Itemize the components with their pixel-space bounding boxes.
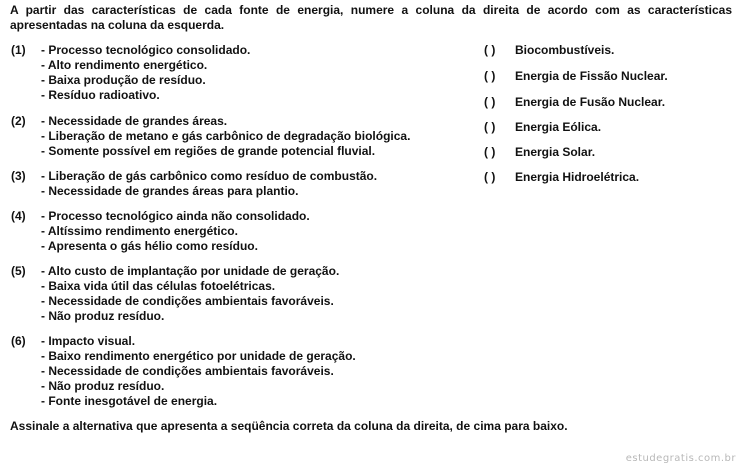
- list-item: - Processo tecnológico ainda não consolidado.: [41, 209, 310, 223]
- blank-parenthesis: ( ): [484, 170, 496, 184]
- energy-option-biocombustiveis: [484, 43, 614, 58]
- energy-option-solar: [484, 145, 595, 160]
- blank-parenthesis: ( ): [484, 95, 496, 109]
- list-item: - Altíssimo rendimento energético.: [41, 224, 238, 238]
- list-item: - Apresenta o gás hélio como resíduo.: [41, 239, 258, 253]
- group-number: (2): [11, 114, 26, 128]
- energy-label: Energia Eólica.: [515, 120, 602, 134]
- site-watermark: estudegratis.com.br: [625, 453, 736, 464]
- energy-option-hidroeletrica: [484, 170, 639, 185]
- group-number: (1): [11, 43, 26, 57]
- list-item: - Alto rendimento energético.: [41, 58, 208, 72]
- blank-parenthesis: ( ): [484, 43, 496, 57]
- energy-option-eolica: [484, 120, 601, 135]
- energy-label: Energia Hidroelétrica.: [515, 170, 640, 184]
- energy-label: Biocombustíveis.: [515, 43, 615, 57]
- energy-label: Energia de Fissão Nuclear.: [515, 69, 668, 83]
- blank-parenthesis: ( ): [484, 69, 496, 83]
- list-item: - Alto custo de implantação por unidade de geração.: [41, 264, 340, 278]
- group-number: (4): [11, 209, 26, 223]
- question-text: Assinale a alternativa que apresenta a seqüência correta da coluna da direita, de cima para baixo.: [10, 419, 568, 433]
- list-item: - Não produz resíduo.: [41, 379, 165, 393]
- list-item: - Baixo rendimento energético por unidade de geração.: [41, 349, 356, 363]
- list-item: - Não produz resíduo.: [41, 309, 165, 323]
- list-item: - Somente possível em regiões de grande potencial fluvial.: [41, 144, 376, 158]
- group-number: (5): [11, 264, 26, 278]
- list-item: - Impacto visual.: [41, 334, 136, 348]
- list-item: - Liberação de metano e gás carbônico de degradação biológica.: [41, 129, 411, 143]
- energy-option-fissao: [484, 69, 668, 84]
- list-item: - Necessidade de grandes áreas.: [41, 114, 228, 128]
- group-number: (3): [11, 169, 26, 183]
- list-item: - Resíduo radioativo.: [41, 88, 160, 102]
- blank-parenthesis: ( ): [484, 145, 496, 159]
- energy-label: Energia de Fusão Nuclear.: [515, 95, 666, 109]
- intro-paragraph: A partir das características de cada fonte de energia, numere a coluna da direita de acordo com as características apresentadas na coluna da esquerda.: [10, 3, 732, 32]
- list-item: - Necessidade de condições ambientais favoráveis.: [41, 294, 334, 308]
- list-item: - Baixa vida útil das células fotoelétricas.: [41, 279, 276, 293]
- list-item: - Fonte inesgotável de energia.: [41, 394, 218, 408]
- list-item: - Necessidade de condições ambientais favoráveis.: [41, 364, 334, 378]
- list-item: - Processo tecnológico consolidado.: [41, 43, 251, 57]
- list-item: - Baixa produção de resíduo.: [41, 73, 206, 87]
- energy-option-fusao: [484, 95, 665, 110]
- group-number: (6): [11, 334, 26, 348]
- list-item: - Necessidade de grandes áreas para plantio.: [41, 184, 299, 198]
- list-item: - Liberação de gás carbônico como resíduo de combustão.: [41, 169, 378, 183]
- energy-label: Energia Solar.: [515, 145, 596, 159]
- blank-parenthesis: ( ): [484, 120, 496, 134]
